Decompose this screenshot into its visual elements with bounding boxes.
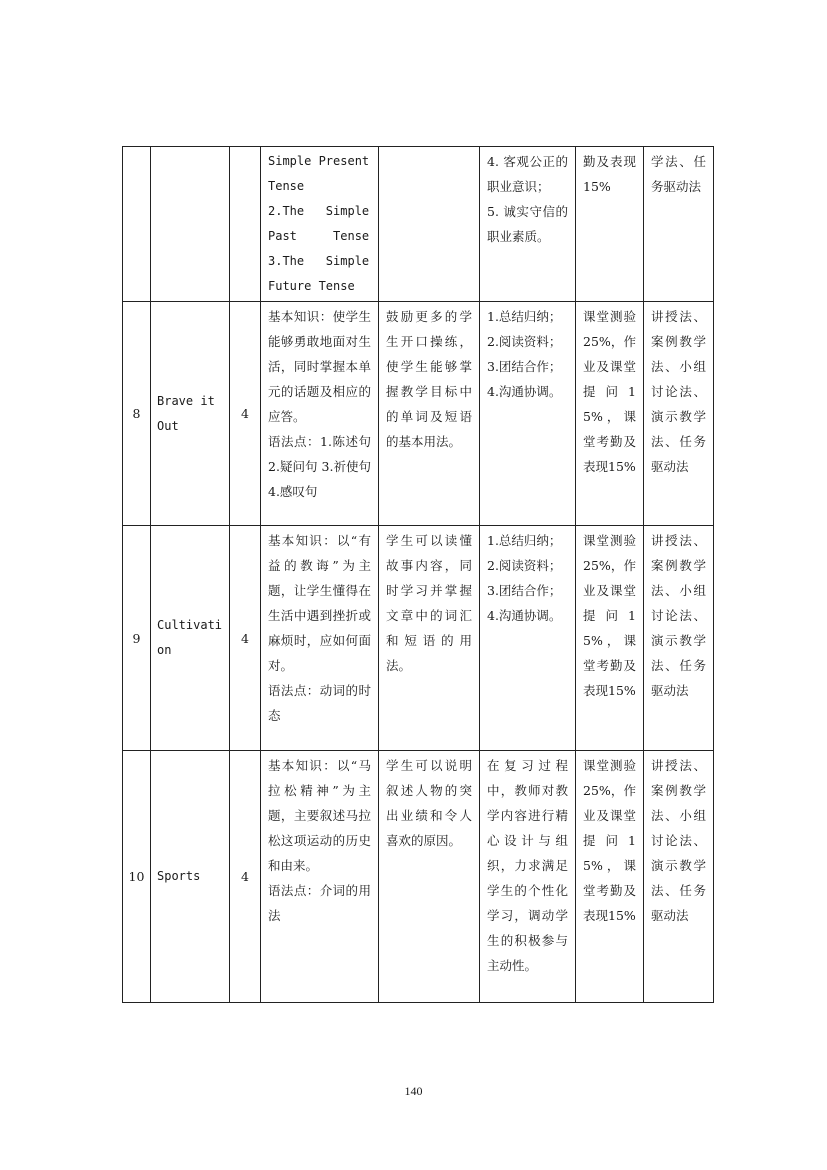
ideology-line: 4.沟通协调。 <box>487 384 562 399</box>
ideology-paragraph: 在复习过程中，教师对教学内容进行精心设计与组织，力求满足学生的个性化学习，调动学生的积极参与主动性。 <box>487 758 568 973</box>
ideology-line: 2.阅读资料； <box>487 334 562 349</box>
content-paragraph: 语法点：1.陈述句 2.疑问句 3.祈使句 4.感叹句 <box>268 434 375 499</box>
cell-number: 10 <box>123 751 151 1003</box>
cell-hours: 4 <box>230 302 261 526</box>
cell-assessment: 课堂测验25%，作业及课堂提问15%，课堂考勤及表现15% <box>576 751 644 1003</box>
content-paragraph: 基本知识：使学生能够勇敢地面对生活，同时掌握本单元的话题及相应的应答。 <box>268 309 371 424</box>
content-line: 2.The Simple <box>268 204 370 218</box>
cell-ideology <box>480 302 576 526</box>
cell-requirement: 学生可以读懂故事内容，同时学习并掌握文章中的词汇和短语的用法。 <box>379 526 480 751</box>
cell-assessment: 课堂测验25%，作业及课堂提问15%，课堂考勤及表现15% <box>576 526 644 751</box>
cell-methods: 讲授法、案例教学法、小组讨论法、演示教学法、任务驱动法 <box>644 302 714 526</box>
cell-assessment: 课堂测验25%，作业及课堂提问15%，课堂考勤及表现15% <box>576 302 644 526</box>
ideology-line: 2.阅读资料； <box>487 558 562 573</box>
cell-hours: 4 <box>230 751 261 1003</box>
cell-hours: 4 <box>230 526 261 751</box>
cell-requirement <box>379 147 480 302</box>
cell-number: 9 <box>123 526 151 751</box>
cell-hours <box>230 147 261 302</box>
cell-number: 8 <box>123 302 151 526</box>
table-row <box>123 526 714 751</box>
cell-requirement: 鼓励更多的学生开口操练，使学生能够掌握教学目标中的单词及短语的基本用法。 <box>379 302 480 526</box>
ideology-line: 3.团结合作； <box>487 359 562 374</box>
cell-unit: Cultivation <box>151 526 230 751</box>
ideology-line: 3.团结合作； <box>487 583 562 598</box>
cell-number <box>123 147 151 302</box>
cell-methods: 讲授法、案例教学法、小组讨论法、演示教学法、任务驱动法 <box>644 526 714 751</box>
content-paragraph: 基本知识：以“有益的教诲”为主题，让学生懂得在生活中遇到挫折或麻烦时，应如何面对。 <box>268 533 371 673</box>
ideology-line: 5. 诚实守信的职业素质。 <box>487 204 568 244</box>
ideology-line: 4.沟通协调。 <box>487 608 562 623</box>
content-line: Simple Present <box>268 154 370 168</box>
content-line: 3.The Simple <box>268 254 370 268</box>
cell-methods: 学法、任务驱动法 <box>644 147 714 302</box>
cell-unit <box>151 147 230 302</box>
cell-content <box>261 147 379 302</box>
cell-unit: Brave it Out <box>151 302 230 526</box>
content-paragraph: 语法点：介词的用法 <box>268 883 371 923</box>
table-row <box>123 302 714 526</box>
course-schedule-table <box>122 146 714 1003</box>
cell-requirement: 学生可以说明叙述人物的突出业绩和令人喜欢的原因。 <box>379 751 480 1003</box>
cell-methods: 讲授法、案例教学法、小组讨论法、演示教学法、任务驱动法 <box>644 751 714 1003</box>
cell-content <box>261 751 379 1003</box>
page-number: 140 <box>404 1084 423 1098</box>
table-row <box>123 147 714 302</box>
cell-unit: Sports <box>151 751 230 1003</box>
cell-ideology <box>480 147 576 302</box>
cell-assessment: 勤及表现15% <box>576 147 644 302</box>
cell-ideology <box>480 526 576 751</box>
ideology-line: 1.总结归纳； <box>487 533 562 548</box>
content-paragraph: 基本知识：以“马拉松精神”为主题，主要叙述马拉松这项运动的历史和由来。 <box>268 758 371 873</box>
content-line: Past Tense <box>268 229 370 243</box>
cell-ideology <box>480 751 576 1003</box>
cell-content <box>261 526 379 751</box>
content-line: Tense <box>268 179 305 193</box>
cell-content <box>261 302 379 526</box>
table-row <box>123 751 714 1003</box>
content-paragraph: 语法点：动词的时态 <box>268 683 371 723</box>
ideology-line: 1.总结归纳； <box>487 309 562 324</box>
ideology-line: 4. 客观公正的职业意识； <box>487 154 568 194</box>
content-line: Future Tense <box>268 279 355 293</box>
